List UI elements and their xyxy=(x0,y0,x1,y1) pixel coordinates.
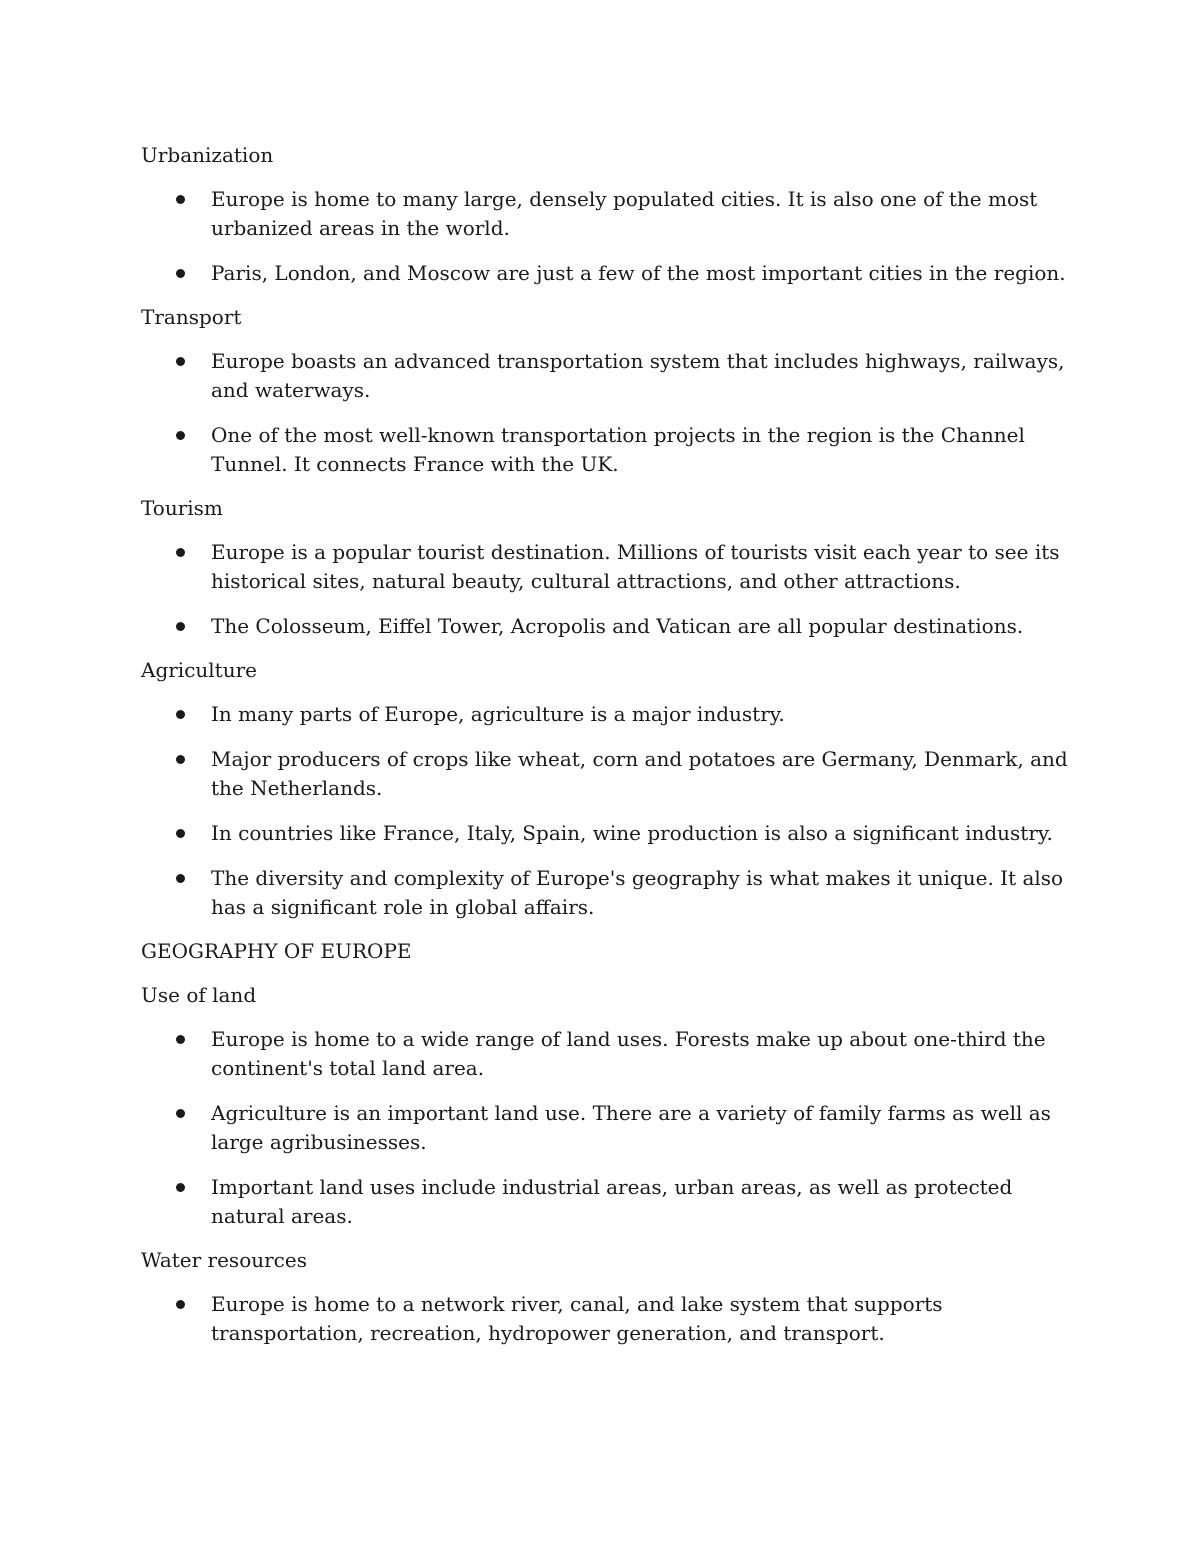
list-item-text: Important land uses include industrial areas, urban areas, as well as protected natural areas. xyxy=(211,1175,1013,1228)
section-heading-use-of-land: Use of land xyxy=(141,983,257,1007)
section-heading-water-resources: Water resources xyxy=(141,1248,307,1272)
list-item xyxy=(141,819,1071,848)
list-item xyxy=(141,538,1071,596)
bullet-icon xyxy=(176,1035,185,1044)
section-heading-tourism: Tourism xyxy=(141,496,223,520)
bullet-list-agriculture xyxy=(141,700,1071,922)
list-item-text: In countries like France, Italy, Spain, wine production is also a significant industry. xyxy=(211,821,1053,845)
bullet-list-urbanization xyxy=(141,185,1071,288)
list-item xyxy=(141,421,1071,479)
list-item xyxy=(141,347,1071,405)
list-item-text: Paris, London, and Moscow are just a few of the most important cities in the region. xyxy=(211,261,1066,285)
document-body xyxy=(141,141,1071,1363)
bullet-list-water-resources xyxy=(141,1290,1071,1348)
list-item-text: Europe is home to a wide range of land uses. Forests make up about one-third the continent's total land area. xyxy=(211,1027,1046,1080)
list-item xyxy=(141,185,1071,243)
list-item xyxy=(141,1290,1071,1348)
bullet-icon xyxy=(176,357,185,366)
bullet-icon xyxy=(176,548,185,557)
bullet-icon xyxy=(176,829,185,838)
list-item-text: The diversity and complexity of Europe's geography is what makes it unique. It also has a significant role in global affairs. xyxy=(211,866,1064,919)
bullet-icon xyxy=(176,1183,185,1192)
list-item xyxy=(141,612,1071,641)
bullet-icon xyxy=(176,710,185,719)
list-item-text: In many parts of Europe, agriculture is a major industry. xyxy=(211,702,785,726)
list-item-text: Agriculture is an important land use. There are a variety of family farms as well as large agribusinesses. xyxy=(211,1101,1051,1154)
bullet-list-tourism xyxy=(141,538,1071,641)
bullet-icon xyxy=(176,755,185,764)
list-item xyxy=(141,864,1071,922)
section-heading-geography-of-europe: GEOGRAPHY OF EUROPE xyxy=(141,939,412,963)
list-item-text: Europe is a popular tourist destination. Millions of tourists visit each year to see its historical sites, natural beauty, cultural attractions, and other attractions. xyxy=(211,540,1060,593)
bullet-icon xyxy=(176,1300,185,1309)
list-item xyxy=(141,259,1071,288)
list-item-text: The Colosseum, Eiffel Tower, Acropolis and Vatican are all popular destinations. xyxy=(211,614,1024,638)
list-item xyxy=(141,745,1071,803)
bullet-icon xyxy=(176,269,185,278)
list-item-text: Europe is home to a network river, canal, and lake system that supports transportation, recreation, hydropower generation, and transport. xyxy=(211,1292,943,1345)
bullet-icon xyxy=(176,195,185,204)
bullet-icon xyxy=(176,1109,185,1118)
list-item xyxy=(141,700,1071,729)
section-heading-agriculture: Agriculture xyxy=(141,658,257,682)
section-heading-transport: Transport xyxy=(141,305,242,329)
section-heading-urbanization: Urbanization xyxy=(141,143,274,167)
bullet-list-use-of-land xyxy=(141,1025,1071,1231)
list-item xyxy=(141,1099,1071,1157)
list-item-text: Europe is home to many large, densely populated cities. It is also one of the most urbanized areas in the world. xyxy=(211,187,1038,240)
bullet-icon xyxy=(176,431,185,440)
list-item xyxy=(141,1173,1071,1231)
list-item-text: Europe boasts an advanced transportation system that includes highways, railways, and waterways. xyxy=(211,349,1065,402)
list-item xyxy=(141,1025,1071,1083)
bullet-icon xyxy=(176,622,185,631)
bullet-icon xyxy=(176,874,185,883)
list-item-text: One of the most well-known transportation projects in the region is the Channel Tunnel. It connects France with the UK. xyxy=(211,423,1025,476)
list-item-text: Major producers of crops like wheat, corn and potatoes are Germany, Denmark, and the Netherlands. xyxy=(211,747,1068,800)
bullet-list-transport xyxy=(141,347,1071,479)
